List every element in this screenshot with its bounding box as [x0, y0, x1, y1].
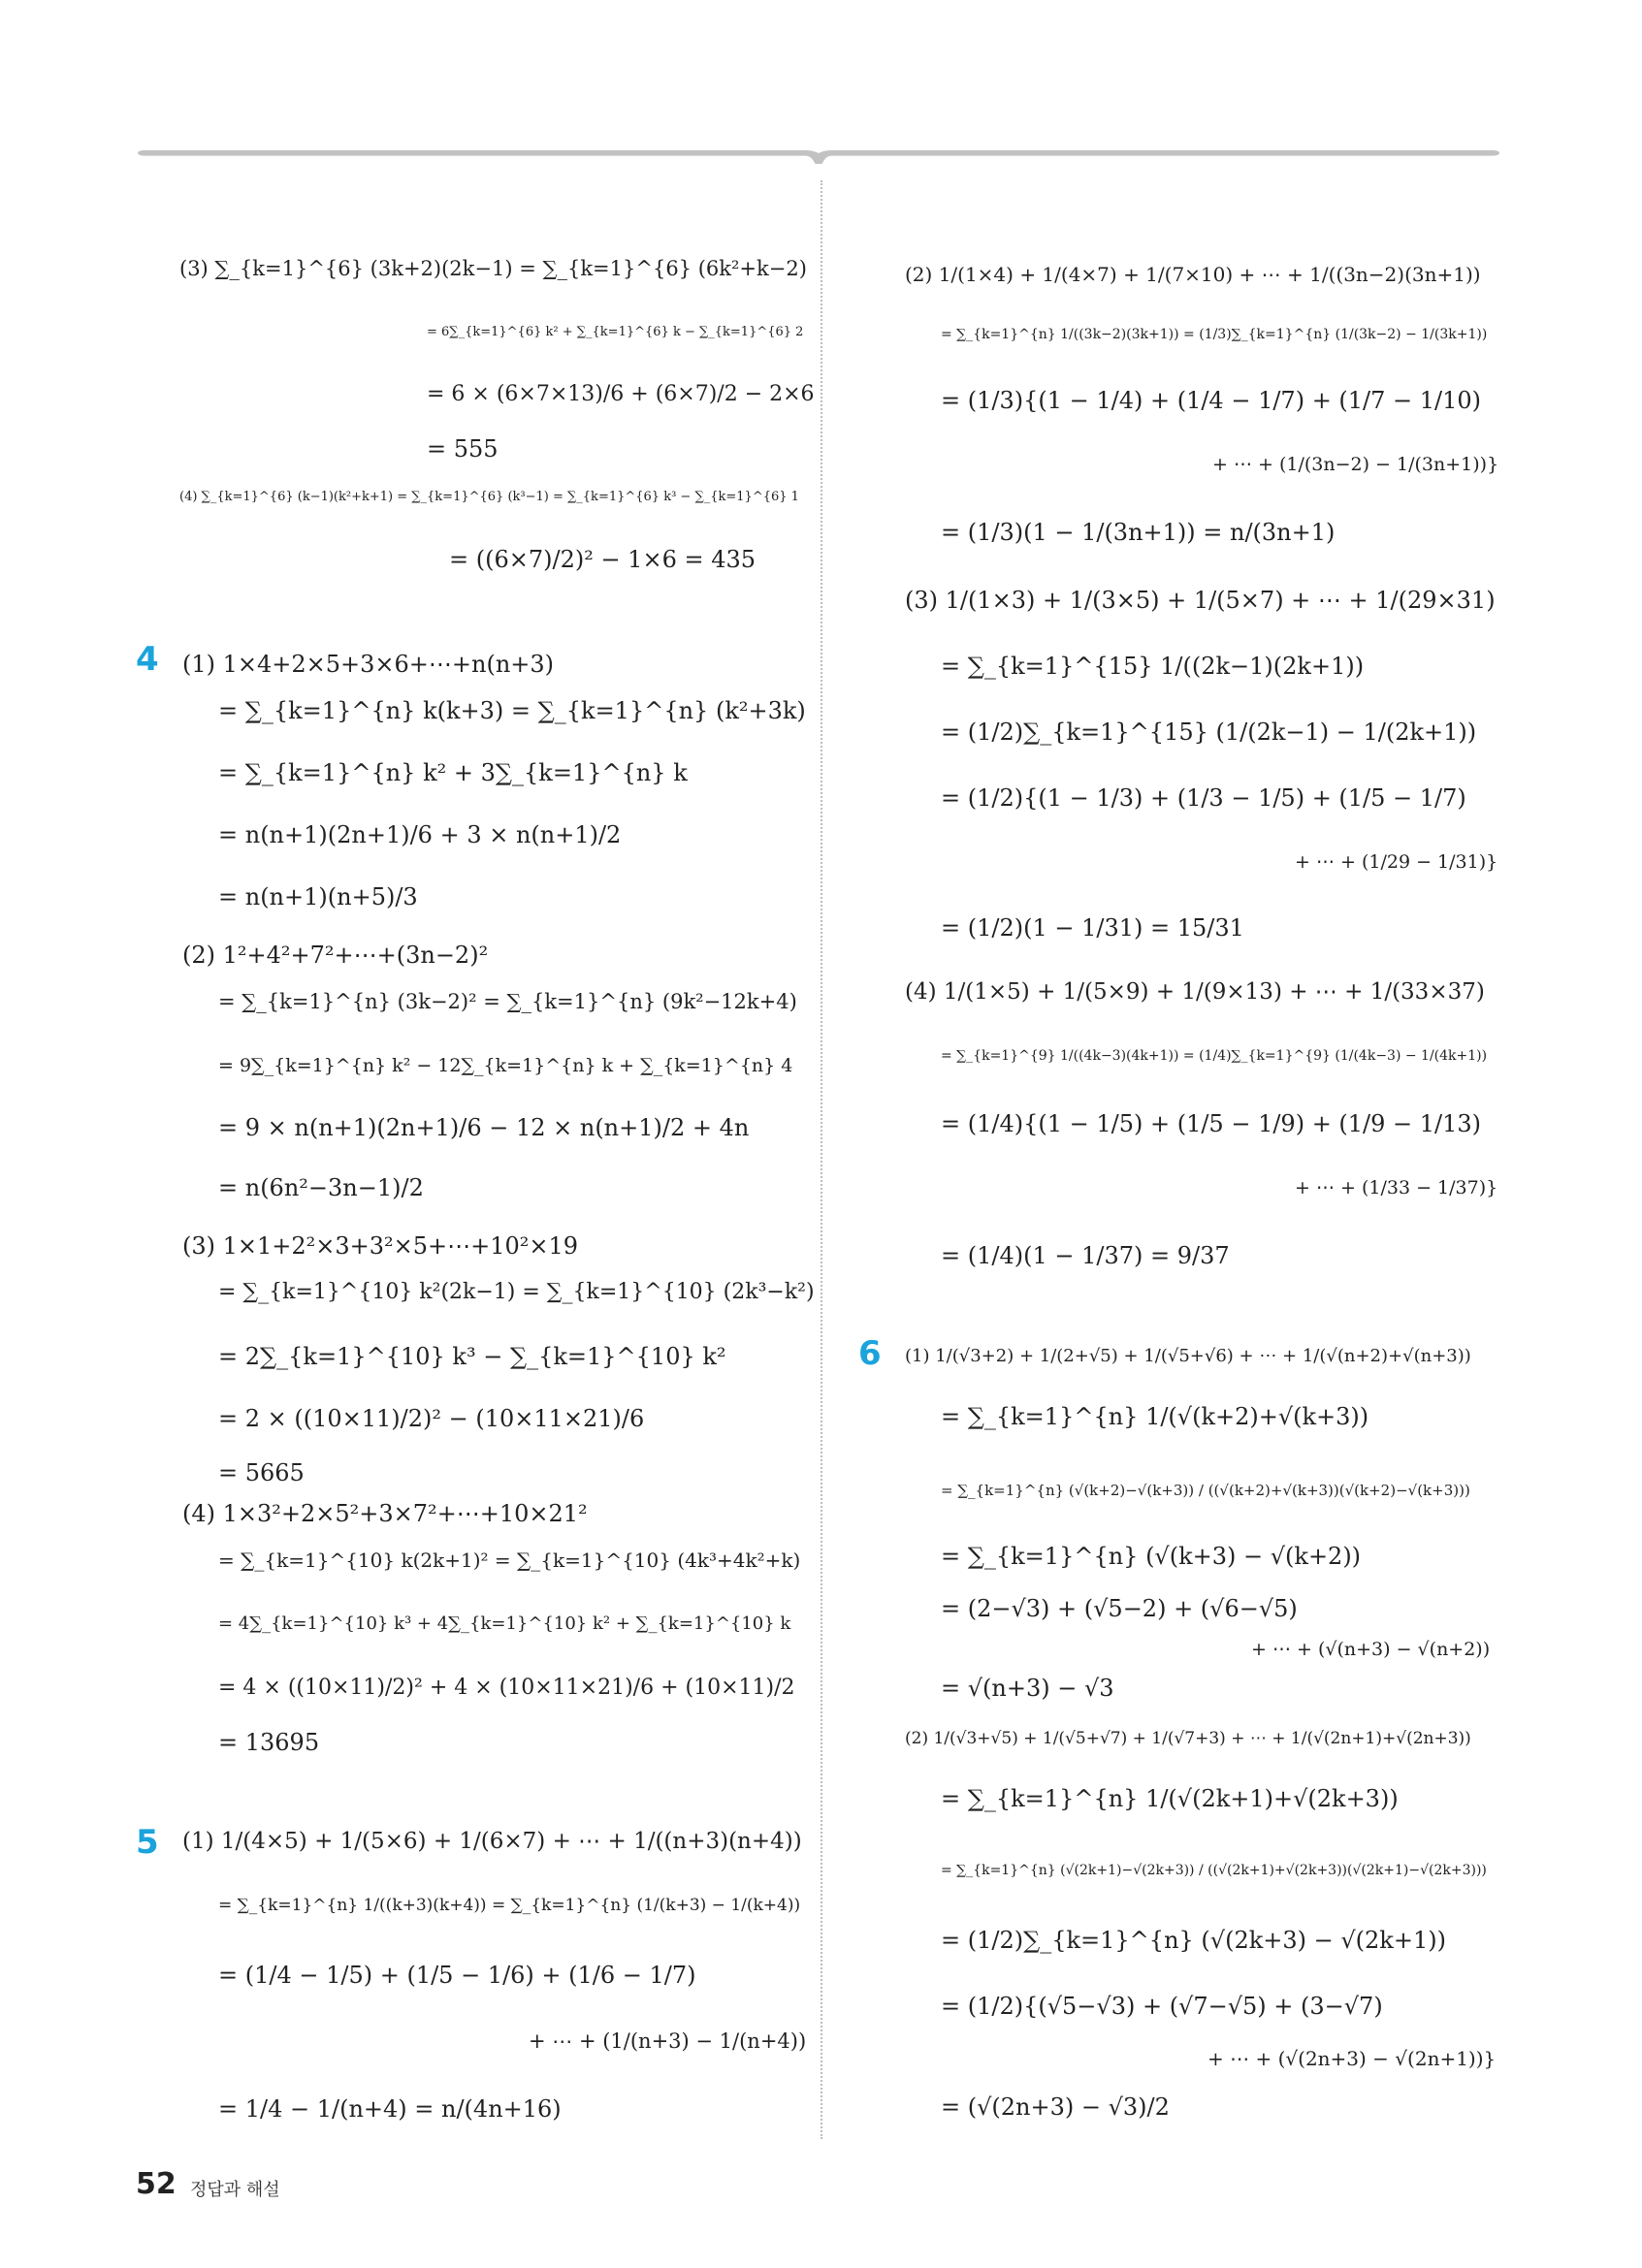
math-line: = 2 × ((10×11)/2)² − (10×11×21)/6 — [218, 1405, 645, 1432]
math-line: + ⋯ + (√(2n+3) − √(2n+1))} — [1207, 2047, 1497, 2070]
math-line: = ∑_{k=1}^{n} 1/((3k−2)(3k+1)) = (1/3)∑_{k=1}^{n} (1/(3k−2) − 1/(3k+1)) — [941, 327, 1488, 342]
math-line: (4) ∑_{k=1}^{6} (k−1)(k²+k+1) = ∑_{k=1}^{6} (k³−1) = ∑_{k=1}^{6} k³ − ∑_{k=1}^{6} 1 — [179, 490, 799, 504]
math-line: = (1/3)(1 − 1/(3n+1)) = n/(3n+1) — [941, 519, 1336, 546]
math-line: = n(6n²−3n−1)/2 — [218, 1174, 424, 1201]
math-line: = (1/2){(√5−√3) + (√7−√5) + (3−√7) — [941, 1993, 1383, 2020]
math-line: = ∑_{k=1}^{n} k² + 3∑_{k=1}^{n} k — [218, 759, 688, 786]
math-line: = 13695 — [218, 1729, 320, 1756]
math-line: = 6 × (6×7×13)/6 + (6×7)/2 − 2×6 — [427, 382, 815, 406]
math-line: (1) 1/(4×5) + 1/(5×6) + 1/(6×7) + ⋯ + 1/((n+3)(n+4)) — [182, 1829, 802, 1854]
math-line: (2) 1/(√3+√5) + 1/(√5+√7) + 1/(√7+3) + ⋯ + 1/(√(2n+1)+√(2n+3)) — [905, 1729, 1471, 1748]
math-line: = ∑_{k=1}^{10} k²(2k−1) = ∑_{k=1}^{10} (2k³−k²) — [218, 1280, 815, 1304]
math-line: (3) 1×1+2²×3+3²×5+⋯+10²×19 — [182, 1232, 579, 1260]
problem-number-6: 6 — [858, 1334, 882, 1373]
page-number: 52 — [136, 2167, 177, 2201]
math-line: (1) 1×4+2×5+3×6+⋯+n(n+3) — [182, 651, 555, 678]
math-line: = (1/4)(1 − 1/37) = 9/37 — [941, 1242, 1230, 1269]
math-line: = 6∑_{k=1}^{6} k² + ∑_{k=1}^{6} k − ∑_{k=1}^{6} 2 — [427, 325, 804, 339]
column-divider — [821, 180, 822, 2139]
math-line: = 5665 — [218, 1459, 305, 1486]
math-line: = ((6×7)/2)² − 1×6 = 435 — [449, 546, 757, 573]
math-line: (3) 1/(1×3) + 1/(3×5) + 1/(5×7) + ⋯ + 1/(29×31) — [905, 587, 1496, 614]
math-line: = (2−√3) + (√5−2) + (√6−√5) — [941, 1595, 1298, 1622]
math-line: = ∑_{k=1}^{n} (√(k+2)−√(k+3)) / ((√(k+2)+√(k+3))(√(k+2)−√(k+3))) — [941, 1482, 1470, 1499]
math-line: = 4∑_{k=1}^{10} k³ + 4∑_{k=1}^{10} k² + ∑_{k=1}^{10} k — [218, 1613, 791, 1634]
footer-title: 정답과 해설 — [190, 2180, 280, 2200]
math-line: = (1/2)∑_{k=1}^{15} (1/(2k−1) − 1/(2k+1)) — [941, 719, 1477, 746]
math-line: = 9∑_{k=1}^{n} k² − 12∑_{k=1}^{n} k + ∑_{k=1}^{n} 4 — [218, 1055, 793, 1076]
math-line: = 1/4 − 1/(n+4) = n/(4n+16) — [218, 2095, 562, 2123]
math-line: = ∑_{k=1}^{n} (√(k+3) − √(k+2)) — [941, 1543, 1362, 1570]
math-line: = ∑_{k=1}^{n} 1/((k+3)(k+4)) = ∑_{k=1}^{n} (1/(k+3) − 1/(k+4)) — [218, 1896, 801, 1915]
top-divider-bar — [136, 150, 1501, 164]
math-line: = √(n+3) − √3 — [941, 1675, 1114, 1702]
math-line: = (1/3){(1 − 1/4) + (1/4 − 1/7) + (1/7 − 1/10) — [941, 387, 1482, 414]
math-line: (1) 1/(√3+2) + 1/(2+√5) + 1/(√5+√6) + ⋯ + 1/(√(n+2)+√(n+3)) — [905, 1346, 1471, 1366]
math-line: (4) 1×3²+2×5²+3×7²+⋯+10×21² — [182, 1500, 588, 1527]
math-line: = ∑_{k=1}^{n} 1/(√(2k+1)+√(2k+3)) — [941, 1785, 1399, 1812]
math-line: + ⋯ + (1/(3n−2) − 1/(3n+1))} — [1212, 454, 1499, 475]
math-line: = (1/2)(1 − 1/31) = 15/31 — [941, 914, 1244, 942]
math-line: = 4 × ((10×11)/2)² + 4 × (10×11×21)/6 + (10×11)/2 — [218, 1676, 795, 1700]
math-line: + ⋯ + (√(n+3) − √(n+2)) — [1251, 1639, 1491, 1660]
math-line: = ∑_{k=1}^{n} 1/(√(k+2)+√(k+3)) — [941, 1403, 1369, 1430]
math-line: = (1/4){(1 − 1/5) + (1/5 − 1/9) + (1/9 − 1/13) — [941, 1110, 1482, 1137]
math-line: (3) ∑_{k=1}^{6} (3k+2)(2k−1) = ∑_{k=1}^{6} (6k²+k−2) — [179, 257, 807, 280]
math-line: = ∑_{k=1}^{10} k(2k+1)² = ∑_{k=1}^{10} (4k³+4k²+k) — [218, 1549, 801, 1572]
math-line: = (√(2n+3) − √3)/2 — [941, 2093, 1170, 2121]
math-line: = ∑_{k=1}^{n} (3k−2)² = ∑_{k=1}^{n} (9k²−12k+4) — [218, 990, 797, 1013]
math-line: = 2∑_{k=1}^{10} k³ − ∑_{k=1}^{10} k² — [218, 1343, 726, 1370]
math-line: (2) 1/(1×4) + 1/(4×7) + 1/(7×10) + ⋯ + 1/((3n−2)(3n+1)) — [905, 263, 1481, 286]
problem-number-5: 5 — [136, 1823, 159, 1862]
math-line: = (1/2)∑_{k=1}^{n} (√(2k+3) − √(2k+1)) — [941, 1927, 1446, 1954]
math-line: = n(n+1)(2n+1)/6 + 3 × n(n+1)/2 — [218, 821, 622, 848]
math-line: = ∑_{k=1}^{n} (√(2k+1)−√(2k+3)) / ((√(2k+1)+√(2k+3))(√(2k+1)−√(2k+3))) — [941, 1863, 1487, 1878]
math-line: (4) 1/(1×5) + 1/(5×9) + 1/(9×13) + ⋯ + 1/(33×37) — [905, 979, 1485, 1005]
math-line: = 9 × n(n+1)(2n+1)/6 − 12 × n(n+1)/2 + 4n — [218, 1114, 750, 1141]
math-line: + ⋯ + (1/29 − 1/31)} — [1295, 851, 1498, 873]
math-line: = (1/4 − 1/5) + (1/5 − 1/6) + (1/6 − 1/7) — [218, 1962, 696, 1989]
math-line: = ∑_{k=1}^{9} 1/((4k−3)(4k+1)) = (1/4)∑_{k=1}^{9} (1/(4k−3) − 1/(4k+1)) — [941, 1048, 1488, 1064]
problem-number-4: 4 — [136, 640, 159, 679]
math-line: = n(n+1)(n+5)/3 — [218, 883, 418, 910]
math-line: (2) 1²+4²+7²+⋯+(3n−2)² — [182, 942, 489, 969]
math-line: = (1/2){(1 − 1/3) + (1/3 − 1/5) + (1/5 − 1/7) — [941, 784, 1466, 812]
math-line: + ⋯ + (1/33 − 1/37)} — [1295, 1177, 1498, 1198]
math-line: + ⋯ + (1/(n+3) − 1/(n+4)) — [529, 2029, 807, 2053]
math-line: = ∑_{k=1}^{15} 1/((2k−1)(2k+1)) — [941, 653, 1365, 680]
math-line: = ∑_{k=1}^{n} k(k+3) = ∑_{k=1}^{n} (k²+3k) — [218, 697, 806, 724]
math-line: = 555 — [427, 435, 499, 463]
